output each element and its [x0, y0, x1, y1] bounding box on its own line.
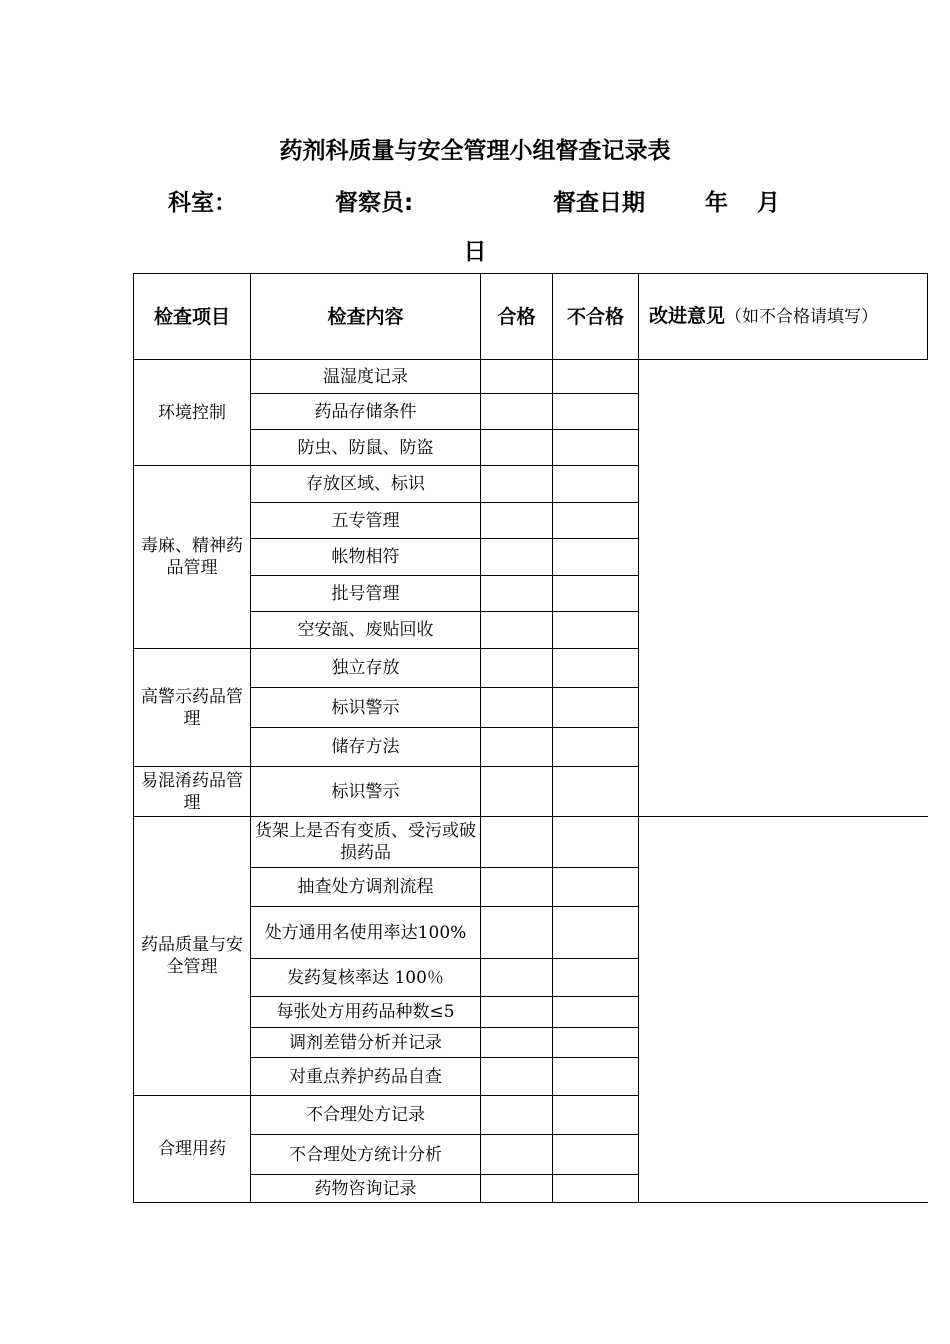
fail-cell[interactable] [553, 767, 639, 817]
content-cell: 储存方法 [251, 728, 481, 767]
fail-cell[interactable] [553, 430, 639, 466]
content-cell: 防虫、防鼠、防盗 [251, 430, 481, 466]
fail-cell[interactable] [553, 728, 639, 767]
content-cell: 温湿度记录 [251, 360, 481, 394]
fail-cell[interactable] [553, 907, 639, 959]
group-cell: 合理用药 [134, 1096, 251, 1203]
content-cell: 药品存储条件 [251, 394, 481, 430]
pass-cell[interactable] [481, 817, 553, 868]
pass-cell[interactable] [481, 466, 553, 503]
group-cell: 毒麻、精神药品管理 [134, 466, 251, 649]
content-cell: 抽查处方调剂流程 [251, 868, 481, 907]
col-pass: 合格 [481, 274, 553, 360]
fail-cell[interactable] [553, 466, 639, 503]
pass-cell[interactable] [481, 539, 553, 576]
inspection-table [133, 273, 928, 1203]
group-cell: 环境控制 [134, 360, 251, 466]
col-item: 检查项目 [134, 274, 251, 360]
col-content: 检查内容 [251, 274, 481, 360]
fail-cell[interactable] [553, 649, 639, 688]
fail-cell[interactable] [553, 1135, 639, 1175]
content-cell: 批号管理 [251, 576, 481, 612]
advice-cell[interactable] [639, 360, 928, 817]
pass-cell[interactable] [481, 1096, 553, 1135]
group-cell: 药品质量与安全管理 [134, 817, 251, 1096]
pass-cell[interactable] [481, 868, 553, 907]
fail-cell[interactable] [553, 360, 639, 394]
content-cell: 药物咨询记录 [251, 1175, 481, 1203]
month-label: 月 [757, 190, 780, 216]
content-cell: 货架上是否有变质、受污或破损药品 [251, 817, 481, 868]
inspector-label: 督察员: [335, 190, 414, 216]
year-label: 年 [705, 190, 728, 216]
content-cell: 标识警示 [251, 688, 481, 728]
content-cell: 独立存放 [251, 649, 481, 688]
fail-cell[interactable] [553, 997, 639, 1028]
content-cell: 对重点养护药品自查 [251, 1058, 481, 1096]
fail-cell[interactable] [553, 394, 639, 430]
pass-cell[interactable] [481, 997, 553, 1028]
fail-cell[interactable] [553, 959, 639, 997]
pass-cell[interactable] [481, 1028, 553, 1058]
content-cell: 调剂差错分析并记录 [251, 1028, 481, 1058]
fail-cell[interactable] [553, 688, 639, 728]
col-advice [639, 274, 928, 360]
fail-cell[interactable] [553, 868, 639, 907]
day-label: 日 [463, 239, 487, 265]
content-cell: 帐物相符 [251, 539, 481, 576]
pass-cell[interactable] [481, 1135, 553, 1175]
fail-cell[interactable] [553, 576, 639, 612]
content-cell: 不合理处方统计分析 [251, 1135, 481, 1175]
content-cell: 存放区域、标识 [251, 466, 481, 503]
pass-cell[interactable] [481, 767, 553, 817]
content-cell: 每张处方用药品种数≤5 [251, 997, 481, 1028]
table-header-row [134, 274, 928, 360]
pass-cell[interactable] [481, 1058, 553, 1096]
pass-cell[interactable] [481, 394, 553, 430]
pass-cell[interactable] [481, 430, 553, 466]
table-row [134, 817, 928, 868]
fail-cell[interactable] [553, 539, 639, 576]
group-cell: 高警示药品管理 [134, 649, 251, 767]
pass-cell[interactable] [481, 959, 553, 997]
pass-cell[interactable] [481, 360, 553, 394]
pass-cell[interactable] [481, 688, 553, 728]
content-cell: 五专管理 [251, 503, 481, 539]
content-cell: 标识警示 [251, 767, 481, 817]
fail-cell[interactable] [553, 1058, 639, 1096]
col-advice-note: （如不合格请填写） [725, 307, 879, 327]
content-cell: 不合理处方记录 [251, 1096, 481, 1135]
group-cell: 易混淆药品管理 [134, 767, 251, 817]
fail-cell[interactable] [553, 1028, 639, 1058]
content-cell: 发药复核率达 100％ [251, 959, 481, 997]
pass-cell[interactable] [481, 576, 553, 612]
content-cell: 空安瓿、废贴回收 [251, 612, 481, 649]
pass-cell[interactable] [481, 907, 553, 959]
pass-cell[interactable] [481, 503, 553, 539]
fail-cell[interactable] [553, 612, 639, 649]
col-fail: 不合格 [553, 274, 639, 360]
advice-cell[interactable] [639, 817, 928, 1203]
fail-cell[interactable] [553, 1175, 639, 1203]
fail-cell[interactable] [553, 503, 639, 539]
pass-cell[interactable] [481, 1175, 553, 1203]
pass-cell[interactable] [481, 649, 553, 688]
dept-label: 科室： [168, 190, 237, 216]
pass-cell[interactable] [481, 612, 553, 649]
fail-cell[interactable] [553, 1096, 639, 1135]
pass-cell[interactable] [481, 728, 553, 767]
col-advice-label: 改进意见 [649, 305, 726, 327]
table-row [134, 360, 928, 394]
content-cell: 处方通用名使用率达100% [251, 907, 481, 959]
page-title: 药剂科质量与安全管理小组督查记录表 [279, 138, 671, 164]
date-label: 督查日期 [553, 190, 645, 216]
fail-cell[interactable] [553, 817, 639, 868]
